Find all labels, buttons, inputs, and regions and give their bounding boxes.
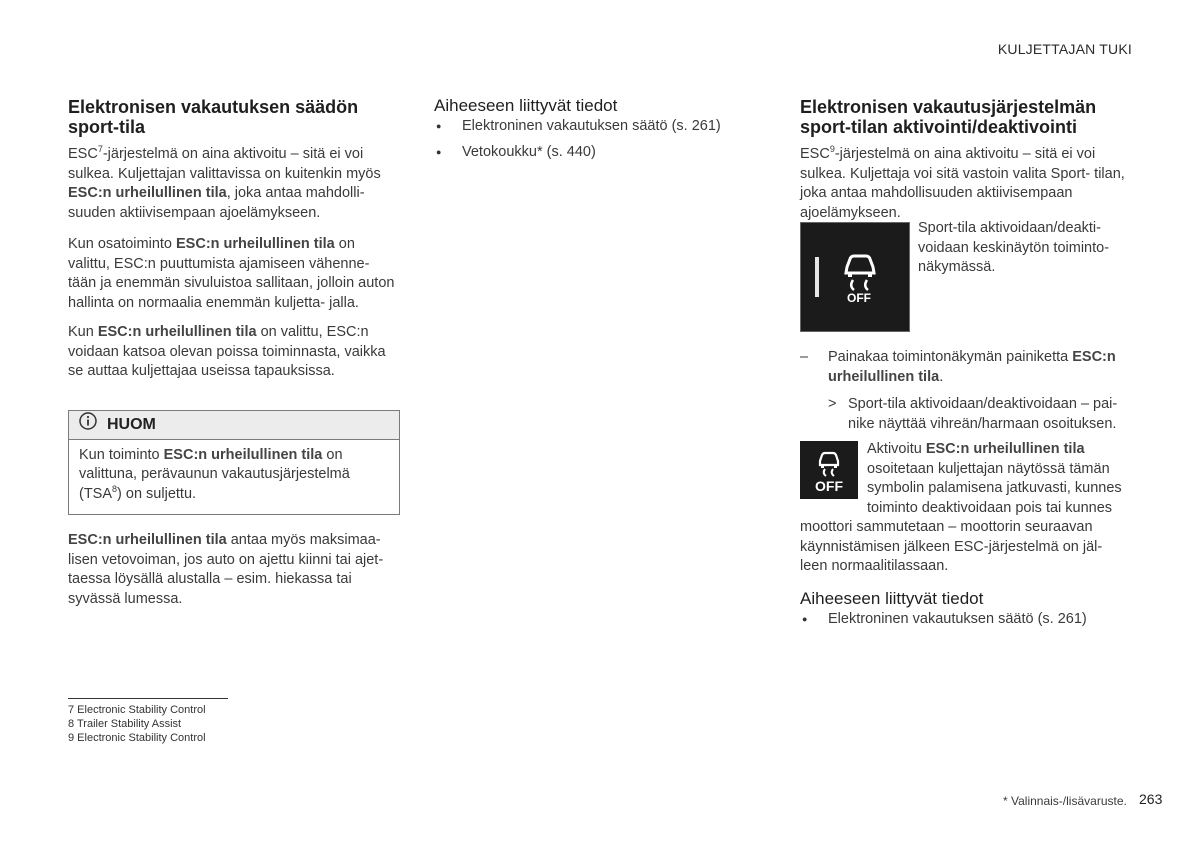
footnote-ref: 8 — [112, 483, 118, 494]
related-link[interactable]: ● Elektroninen vakautuksen säätö (s. 261) — [434, 117, 764, 137]
instruction-step — [800, 348, 1133, 387]
text: , joka antaa mahdolli- suuden aktiivisempaan ajoelämykseen. — [68, 185, 365, 221]
text: ) on suljettu. — [117, 485, 197, 502]
highlight-term: ESC:n urheilullinen tila — [163, 446, 323, 463]
highlight-term: ESC:n urheilullinen tila — [925, 441, 1085, 457]
note-title: HUOM — [107, 415, 156, 433]
text: -järjestelmä on aina aktivoitu – sitä ei voi sulkea. Kuljettaja voi sitä vastoin valita Sport- tilan, joka antaa mahdollisuuden aktiivisempaan ajoelämykseen. — [800, 146, 1125, 221]
text: antaa myös maksimaa- lisen vetovoiman, jos auto on ajettu kiinni tai ajet- taessa löysällä alustalla – esim. hiekassa tai syvässä lumessa. — [68, 532, 384, 607]
highlight-term: ESC:n urheilullinen tila — [68, 532, 227, 548]
highlight-term: ESC:n urheilullinen tila — [97, 324, 257, 340]
text: Kun — [68, 324, 98, 340]
text: Aktivoitu — [867, 441, 926, 457]
step-marker: – — [800, 349, 809, 365]
text: Kun osatoiminto — [68, 236, 177, 252]
image-caption: Sport-tila aktivoidaan/deakti- voidaan keskinäytön toiminto- näkymässä. — [918, 220, 1110, 275]
heading-line: sport-tila — [68, 117, 146, 137]
esc-off-symbol-icon — [800, 441, 858, 499]
heading-activation — [800, 97, 1133, 137]
heading-line: Elektronisen vakautusjärjestelmän — [800, 97, 1097, 117]
related-info-heading: Aiheeseen liittyvät tiedot — [800, 589, 984, 608]
paragraph — [68, 145, 400, 223]
heading-sport-mode — [68, 97, 400, 137]
text: ESC — [68, 146, 98, 162]
related-list — [434, 117, 764, 162]
text: ESC — [800, 146, 830, 162]
text: -järjestelmä on aina aktivoitu – sitä ei voi sulkea. Kuljettajan valittavissa on kuitenkin myös — [68, 146, 381, 182]
related-list — [800, 610, 1133, 630]
footnote: 8 Trailer Stability Assist — [68, 718, 182, 730]
paragraph-wrap — [867, 440, 1133, 518]
info-icon — [79, 412, 97, 437]
text: Kun toiminto — [79, 446, 164, 463]
text: Painakaa toimintonäkymän painiketta — [828, 349, 1073, 365]
section-header: KULJETTAJAN TUKI — [997, 41, 1132, 57]
related-link[interactable]: ● Elektroninen vakautuksen säätö (s. 261) — [800, 610, 1133, 630]
footnote-ref: 7 — [97, 144, 103, 155]
footnote-divider — [68, 698, 228, 699]
highlight-term: ESC:n urheilullinen tila — [68, 185, 227, 201]
column-left — [68, 97, 400, 609]
paragraph-continued: moottori sammutetaan – moottorin seuraavan käynnistämisen jälkeen ESC-järjestelmä on jäl- leen normaalitilassaan. — [800, 519, 1103, 574]
highlight-term: ESC:n urheilullinen tila — [828, 349, 1116, 385]
column-right — [800, 97, 1133, 223]
instruction-result — [800, 395, 1133, 434]
text: on valittu, ESC:n voidaan katsoa olevan poissa toiminnasta, vaikka se auttaa kuljettajaa useissa tapauksissa. — [68, 324, 386, 379]
column-middle — [434, 96, 764, 168]
note-header — [69, 411, 399, 440]
text: Sport-tila aktivoidaan/deaktivoidaan – pai- nike näyttää vihreän/harmaan osoituksen. — [848, 396, 1118, 432]
note-body — [69, 440, 399, 515]
paragraph — [800, 145, 1133, 223]
text: osoitetaan kuljettajan näytössä tämän symbolin palamisena jatkuvasti, kunnes toiminto deaktivoidaan pois tai kunnes — [867, 460, 1122, 516]
esc-off-indicator-image — [800, 441, 858, 499]
off-label: OFF — [847, 291, 871, 305]
text: . — [939, 368, 944, 385]
paragraph — [68, 235, 400, 313]
paragraph — [68, 531, 400, 609]
related-link[interactable]: ● Vetokoukku* (s. 440) — [434, 143, 764, 163]
heading-line: Elektronisen vakautuksen säädön — [68, 97, 359, 117]
esc-off-icon — [801, 223, 909, 331]
page-number: 263 — [1139, 791, 1163, 807]
footnote: 7 Electronic Stability Control — [68, 704, 206, 716]
related-info-right — [800, 589, 1133, 636]
paragraph — [68, 323, 400, 382]
text: on valittu, ESC:n puuttumista ajamiseen vähenne- tään ja enemmän sivuluistoa sallitaan, jolloin auton hallinta on normaalia enemmän kuljetta- jalla. — [68, 236, 395, 311]
footnote: 9 Electronic Stability Control — [68, 732, 206, 744]
highlight-term: ESC:n urheilullinen tila — [176, 236, 335, 252]
instruction-block — [800, 348, 1133, 434]
footnote-ref: 9 — [829, 144, 835, 155]
esc-sport-button-image — [800, 222, 910, 332]
note-box — [68, 410, 400, 516]
text: on valittuna, perävaunun vakautusjärjestelmä (TSA — [79, 446, 350, 502]
related-info-heading: Aiheeseen liittyvät tiedot — [434, 96, 618, 115]
result-marker: > — [828, 396, 837, 412]
optional-equipment-note: * Valinnais-/lisävaruste. — [1003, 794, 1127, 808]
heading-line: sport-tilan aktivointi/deaktivointi — [800, 117, 1078, 137]
off-label: OFF — [815, 478, 843, 494]
